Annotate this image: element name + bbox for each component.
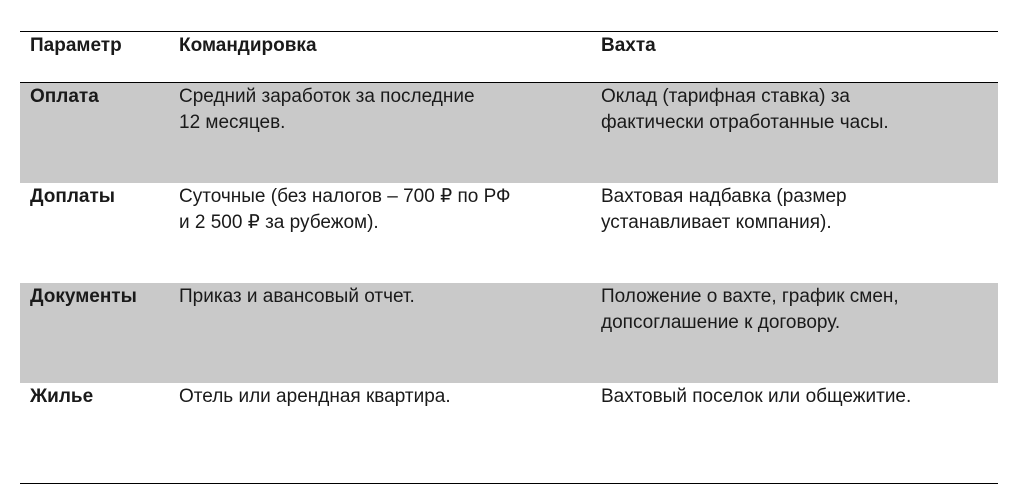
text-line: и 2 500 ₽ за рубежом).	[179, 212, 379, 233]
row-parameter-housing: Жилье	[30, 386, 94, 407]
text-line: Вахтовый поселок или общежитие.	[601, 386, 912, 407]
shift-payment	[601, 84, 991, 136]
table-row	[20, 183, 998, 283]
table-row	[20, 383, 998, 483]
text-line: Средний заработок за последние	[179, 86, 475, 107]
row-parameter-extra-pay: Доплаты	[30, 186, 116, 207]
text-line: Суточные (без налогов – 700 ₽ по РФ	[179, 186, 511, 207]
text-line: Оклад (тарифная ставка) за	[601, 86, 850, 107]
business-trip-payment	[179, 84, 579, 136]
shift-extra-pay	[601, 184, 991, 236]
business-trip-documents	[179, 284, 579, 310]
business-trip-housing	[179, 384, 579, 410]
text-line: устанавливает компания).	[601, 212, 832, 233]
text-line: Вахтовая надбавка (размер	[601, 186, 847, 207]
text-line: Приказ и авансовый отчет.	[179, 286, 415, 307]
business-trip-extra-pay	[179, 184, 579, 236]
header-business-trip: Командировка	[179, 35, 317, 56]
row-parameter-documents: Документы	[30, 286, 137, 307]
header-parameter: Параметр	[30, 35, 122, 56]
shift-housing	[601, 384, 991, 410]
table-row	[20, 283, 998, 383]
text-line: допсоглашение к договору.	[601, 312, 841, 333]
text-line: Положение о вахте, график смен,	[601, 286, 899, 307]
table-header-row	[20, 32, 998, 83]
text-line: фактически отработанные часы.	[601, 112, 889, 133]
header-shift-work: Вахта	[601, 35, 656, 56]
text-line: Отель или арендная квартира.	[179, 386, 451, 407]
row-parameter-payment: Оплата	[30, 86, 99, 107]
comparison-table	[20, 31, 998, 484]
table-row	[20, 83, 998, 183]
shift-documents	[601, 284, 991, 336]
text-line: 12 месяцев.	[179, 112, 286, 133]
